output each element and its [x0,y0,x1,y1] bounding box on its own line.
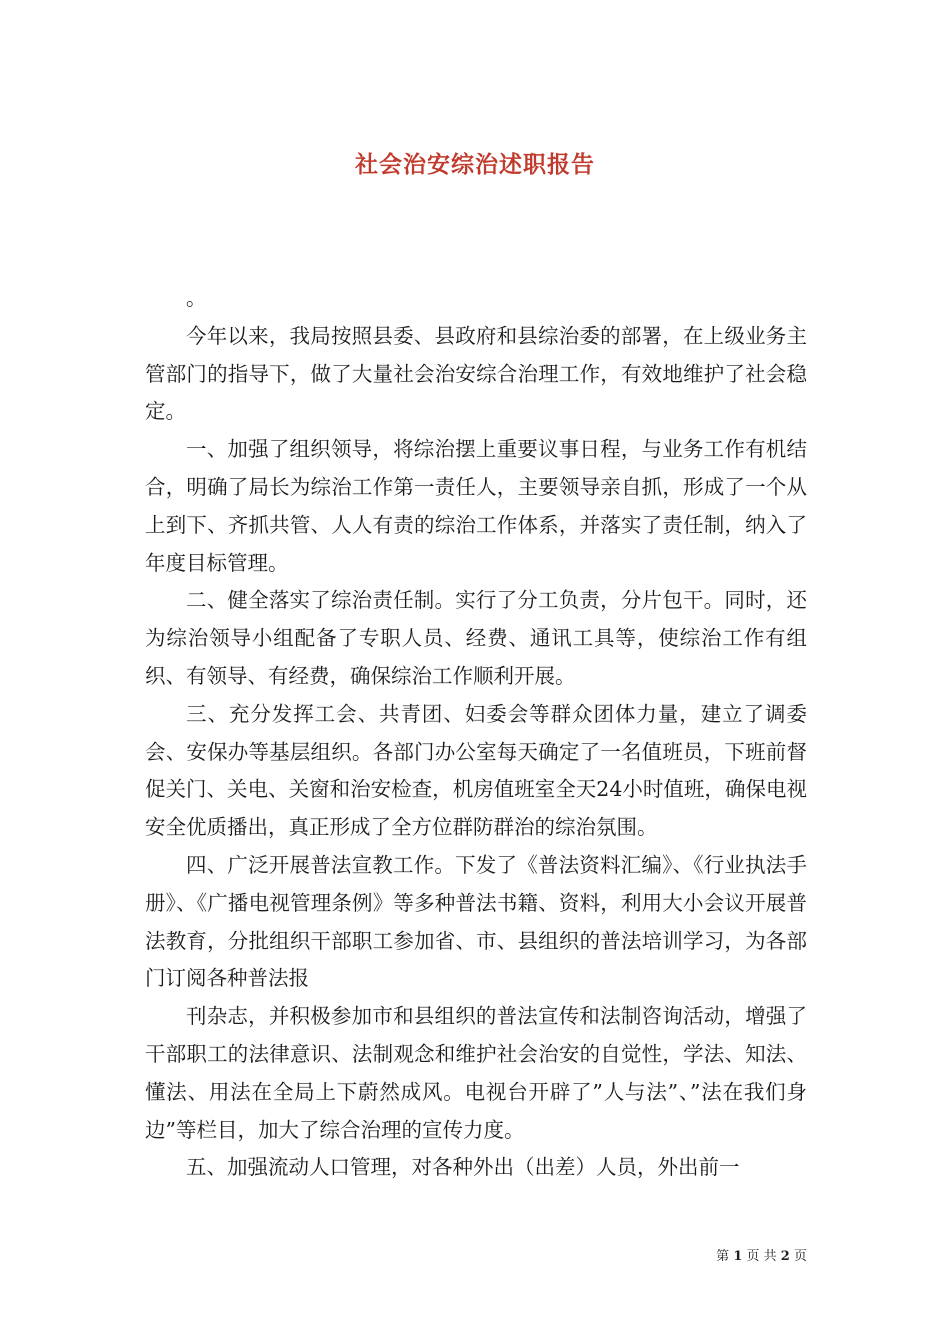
paragraph-overview: 今年以来，我局按照县委、县政府和县综治委的部署，在上级业务主管部门的指导下，做了大量社会治安综合治理工作，有效地维护了社会稳定。 [145,323,807,424]
paragraph-section-3: 三、充分发挥工会、共青团、妇委会等群众团体力量，建立了调委会、安保办等基层组织。各部门办公室每天确定了一名值班员，下班前督促关门、关电、关窗和治安检查，机房值班室全天24小时值班，确保电视安全优质播出，真正形成了全方位群防群治的综治氛围。 [145,701,807,840]
paragraph-section-4-continued: 刊杂志，并积极参加市和县组织的普法宣传和法制咨询活动，增强了干部职工的法律意识、法制观念和维护社会治安的自觉性，学法、知法、懂法、用法在全局上下蔚然成风。电视台开辟了”人与法”、”法在我们身边”等栏目，加大了综合治理的宣传力度。 [145,1004,807,1142]
footer-prefix: 第 [716,1249,730,1264]
paragraph-intro-mark: 。 [186,286,207,310]
paragraph-section-2: 二、健全落实了综治责任制。实行了分工负责，分片包干。同时，还为综治领导小组配备了专职人员、经费、通讯工具等，使综治工作有组织、有领导、有经费，确保综治工作顺利开展。 [145,588,807,688]
page-footer [0,1245,807,1264]
paragraph-section-1: 一、加强了组织领导，将综治摆上重要议事日程，与业务工作有机结合，明确了局长为综治工作第一责任人，主要领导亲自抓，形成了一个从上到下、齐抓共管、人人有责的综治工作体系，并落实了责任制，纳入了年度目标管理。 [145,437,807,575]
document-body [145,280,807,1187]
footer-current-page: 1 [733,1249,743,1264]
footer-suffix: 页 [793,1249,807,1264]
footer-total-pages: 2 [780,1249,790,1264]
paragraph-section-4: 四、广泛开展普法宣教工作。下发了《普法资料汇编》、《行业执法手册》、《广播电视管理条例》等多种普法书籍、资料，利用大小会议开展普法教育，分批组织干部职工参加省、市、县组织的普法培训学习，为各部门订阅各种普法报 [145,852,807,991]
document-title: 社会治安综治述职报告 [355,151,595,179]
paragraph-section-5: 五、加强流动人口管理，对各种外出（出差）人员，外出前一 [186,1155,740,1180]
footer-middle: 页 共 [746,1249,777,1264]
